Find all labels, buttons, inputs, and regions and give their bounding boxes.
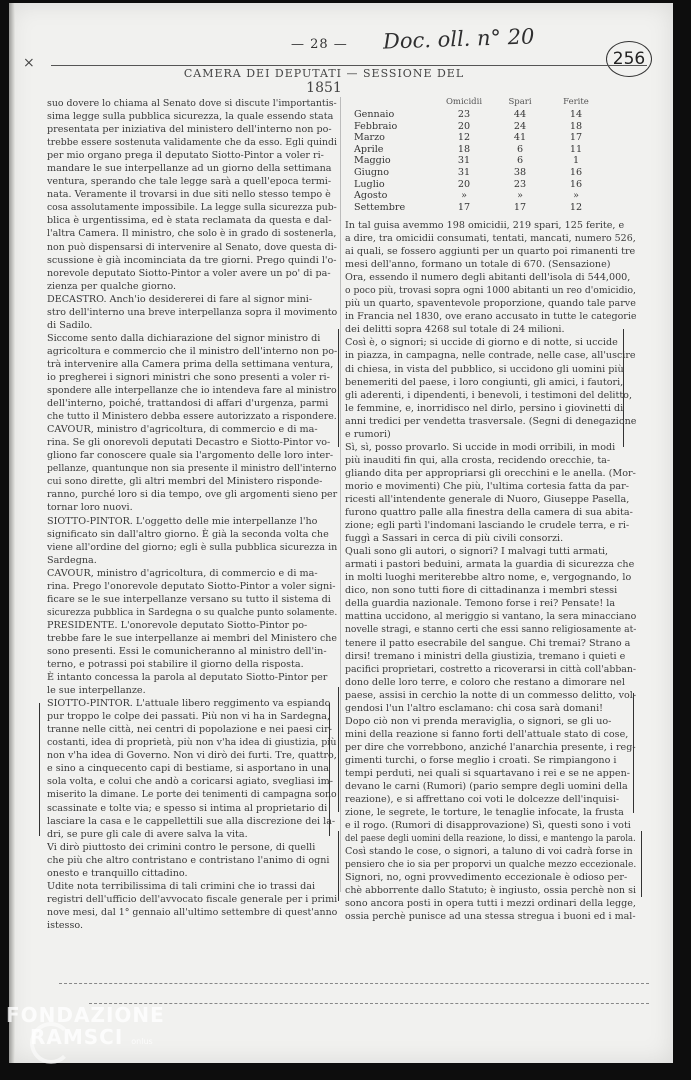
pencil-bracket-right-lower: [338, 687, 339, 812]
stats-row: [354, 121, 604, 133]
text-line: costanti, idea di proprietà, più non v'ha idea di giustizia, più: [47, 737, 337, 749]
text-line: zione, le segrete, le torture, le tenaglie infocate, la frusta: [345, 807, 624, 819]
text-line: benemeriti del paese, i loro congiunti, gli amici, i fautori,: [345, 376, 624, 388]
text-line: spondere alle interpellanze che io intendeva fare al ministro: [47, 385, 337, 397]
text-line: o poco più, trovasi sopra ogni 1000 abitanti un reo d'omicidio,: [345, 285, 636, 297]
text-line: non può dispensarsi di intervenire al Senato, dove questa di-: [47, 241, 337, 253]
text-line: mesi dell'anno, formano un totale di 670. (Sensazione): [345, 259, 611, 271]
text-line: scussione è già incominciata da tre giorni. Prego quindi l'o-: [47, 254, 337, 266]
text-line: terno, e potrassi poi stabilire il giorno della risposta.: [47, 659, 304, 671]
pencil-bracket-right-lower-inner: [633, 693, 634, 813]
text-line: CAVOUR, ministro d'agricoltura, di commercio e di ma-: [47, 567, 318, 579]
text-line: l'altra Camera. Il ministro, che solo è in grado di sostenerla,: [47, 228, 337, 240]
text-line: DECASTRO. Anch'io desidererei di fare al signor mini-: [47, 293, 313, 305]
stats-month: Maggio: [354, 155, 391, 167]
stats-header-cell: Ferite: [563, 97, 589, 107]
text-line: stro dell'interno una breve interpellanza sopra il movimento: [47, 306, 338, 318]
text-line: sono ancora posti in opera tutti i mezzi ordinari della legge,: [345, 898, 636, 910]
session-year: 1851: [306, 80, 342, 96]
text-line: È intanto concessa la parola al deputato Siotto-Pintor per: [47, 672, 328, 684]
pencil-bracket-right-inner: [623, 329, 624, 447]
text-line: ossia perchè punisce ad una stessa stregua i buoni ed i mal-: [345, 911, 636, 923]
stats-value: 17: [569, 132, 583, 144]
page-binding-edge: [9, 3, 15, 1063]
text-line: mattina uccidono, al meriggio si vantano, la sera minacciano: [345, 611, 637, 623]
stats-value: 16: [569, 178, 583, 190]
text-line: Così stando le cose, o signori, a taluno di voi cadrà forse in: [345, 846, 633, 858]
text-line: gendosi l'un l'altro esclamano: chi cosa sarà domani!: [345, 702, 603, 714]
stats-month: Marzo: [354, 132, 385, 144]
stats-row: [354, 179, 604, 191]
text-line: più un quarto, spaventevole proporzione, quando tale parve: [345, 298, 636, 310]
text-line: Siccome sento dalla dichiarazione del signor ministro di: [47, 332, 321, 344]
text-line: blica è urgentissima, ed è stata reclamata da questa e dal-: [47, 215, 332, 227]
stats-row: [354, 144, 604, 156]
pencil-mark-icon: ×: [23, 55, 35, 71]
text-line: che tutto il Ministero debba essere autorizzato a rispondere.: [47, 411, 337, 423]
stats-row: [354, 190, 604, 202]
stats-value: 11: [569, 143, 583, 155]
text-line: chè abborrente dallo Statuto; è ingiusto, ossia perchè non si: [345, 885, 636, 897]
text-line: dri, se pure gli cale di avere salva la vita.: [47, 828, 248, 840]
text-line: per dire che vorrebbono, anziché l'anarchia presente, i reg-: [345, 741, 636, 753]
text-line: miserito la dimane. Le porte dei tenimenti di campagna sono: [47, 789, 337, 801]
text-line: Quali sono gli autori, o signori? I malvagi tutti armati,: [345, 546, 609, 558]
text-line: a dire, tra omicidii consumati, tentati, mancati, numero 526,: [345, 233, 636, 245]
text-line: Vi dirò piuttosto dei crimini contro le persone, di quelli: [47, 841, 316, 853]
text-line: ai quali, se fossero aggiunti per un quarto poi rimanenti tre: [345, 246, 636, 258]
stats-month: Settembre: [354, 201, 406, 213]
text-line: paese, assisi in cerchio la notte di un commesso delitto, vol-: [345, 689, 637, 701]
text-line: tranne nelle città, nei centri di popolazione e nei paesi cir-: [47, 724, 332, 736]
stats-value: »: [517, 190, 523, 202]
text-line: Sardegna.: [47, 554, 97, 566]
text-line: SIOTTO-PINTOR. L'oggetto delle mie interpellanze l'ho: [47, 515, 318, 527]
stats-value: 23: [457, 109, 471, 120]
text-line: mandare le sue interpellanze ad un giorno della settimana: [47, 163, 332, 175]
fold-mark-1: [59, 983, 649, 984]
stats-value: 20: [457, 120, 471, 132]
text-line: tornar loro nuovi.: [47, 502, 133, 514]
text-line: rina. Prego l'onorevole deputato Siotto-Pintor a voler signi-: [47, 580, 336, 592]
text-line: sicurezza pubblica in Sardegna o su qualche punto solamente.: [47, 606, 338, 618]
stats-value: 17: [457, 201, 471, 213]
text-line: armati i pastori beduini, armata la guardia di sicurezza che: [345, 559, 635, 571]
text-line: gliono far conoscere quale sia l'argomento delle loro inter-: [47, 450, 334, 462]
text-line: reazione), e si affrettano coi voti le dolcezze dell'inquisi-: [345, 794, 620, 806]
stats-header-cell: [354, 97, 436, 109]
stats-value: »: [461, 190, 467, 202]
fold-mark-2: [89, 1003, 649, 1004]
text-line: presentata per iniziativa del ministero dell'interno non po-: [47, 124, 332, 136]
text-line: di Sadilo.: [47, 319, 93, 331]
stats-month: Giugno: [354, 166, 390, 178]
stats-row: [354, 155, 604, 167]
text-line: CAVOUR, ministro d'agricoltura, di commercio e di ma-: [47, 424, 318, 436]
text-line: ranno, purché loro si dia tempo, ove gli argomenti sieno per: [47, 489, 338, 501]
stats-month: Agosto: [354, 190, 388, 202]
text-line: sono presenti. Essi le comunicheranno al ministro dell'in-: [47, 645, 327, 657]
text-line: Ora, essendo il numero degli abitanti dell'isola di 544,000,: [345, 272, 631, 284]
text-line: pur troppo le colpe dei passati. Più non vi ha in Sardegna,: [47, 711, 331, 723]
column-separator: [340, 97, 341, 892]
stats-value: 41: [513, 132, 527, 144]
text-line: trebbe fare le sue interpellanze ai membri del Ministero che: [47, 632, 337, 644]
text-line: agricoltura e commercio che il ministro dell'interno non po-: [47, 345, 338, 357]
pencil-bracket-left: [39, 703, 40, 836]
chamber-title: [179, 67, 469, 96]
text-line: in piazza, in campagna, nelle contrade, nelle case, all'uscire: [345, 350, 636, 362]
text-line: dico, non sono tutti fiore di cittadinanza i membri stessi: [345, 585, 618, 597]
text-line: mini della reazione si fanno forti dell'attuale stato di cose,: [345, 728, 629, 740]
stats-value: 44: [513, 109, 527, 120]
text-line: sola volta, e colui che andò a coricarsi agiato, svegliasi im-: [47, 776, 333, 788]
left-column: [47, 97, 337, 932]
stats-value: 1: [572, 155, 580, 167]
stats-value: 16: [569, 166, 583, 178]
text-line: ricesti all'intendente generale di Nuoro, Giuseppe Pasella,: [345, 493, 630, 505]
handwritten-reference: Doc. oll. n° 20: [382, 24, 535, 54]
text-line: rina. Se gli onorevoli deputati Decastro e Siotto-Pintor vo-: [47, 437, 331, 449]
stats-month: Luglio: [354, 178, 385, 190]
text-line: trà intervenire alla Camera prima della settimana ventura,: [47, 358, 334, 370]
text-line: PRESIDENTE. L'onorevole deputato Siotto-Pintor po-: [47, 619, 308, 631]
text-line: anni tredici per vendetta trasversale. (Segni di denegazione: [345, 415, 637, 427]
text-line: sima legge sulla pubblica sicurezza, la quale essendo stata: [47, 111, 334, 123]
text-line: e sino a cinquecento capi di bestiame, si asportano in una: [47, 763, 330, 775]
stats-month: Gennaio: [354, 109, 395, 120]
text-line: per mio organo prega il deputato Siotto-Pintor a voler ri-: [47, 150, 324, 162]
text-line: tempi perduti, nei quali si squartavano i rei e se ne appen-: [345, 767, 631, 779]
text-line: fuggì a Sassari in cerca di più civili consorzi.: [345, 533, 564, 545]
stats-value: 23: [513, 178, 527, 190]
text-line: suo dovere lo chiama al Senato dove si discute l'importantis-: [47, 98, 337, 109]
watermark-line2: RAMSCI: [30, 1025, 124, 1049]
text-line: e rumori): [345, 428, 391, 440]
stats-row: [354, 132, 604, 144]
stats-value: 14: [569, 109, 583, 120]
text-line: zione; egli partì l'indomani lasciando le crudele terra, e ri-: [345, 520, 630, 532]
page-number: — 28 —: [291, 37, 348, 52]
stats-row: [354, 167, 604, 179]
text-line: nove mesi, dal 1° gennaio all'ultimo settembre di quest'anno: [47, 906, 338, 918]
pencil-bracket-right: [338, 329, 339, 447]
text-line: tenere il patto esecrabile del sangue. Chi tremai? Strano a: [345, 637, 631, 649]
stats-value: 31: [457, 166, 471, 178]
stats-value: 12: [569, 201, 583, 213]
text-line: istesso.: [47, 919, 84, 931]
text-line: pensiero che io sia per proporvi un qualche mezzo eccezionale.: [345, 859, 637, 871]
text-line: registri dell'ufficio dell'avvocato fiscale generale per i primi: [47, 893, 338, 905]
text-line: ficare se le sue interpellanze versano su tutto il sistema di: [47, 593, 331, 605]
stats-value: 18: [457, 143, 471, 155]
text-line: significato sin dall'altro giorno. È già la seconda volta che: [47, 528, 329, 540]
text-line: Dopo ciò non vi prenda meraviglia, o signori, se gli uo-: [345, 715, 612, 727]
stats-value: 17: [513, 201, 527, 213]
stats-value: 6: [516, 143, 524, 155]
text-line: cosa assolutamente impossibile. La legge sulla sicurezza pub-: [47, 202, 337, 214]
stats-value: 12: [457, 132, 471, 144]
stats-value: 20: [457, 178, 471, 190]
stats-value: 24: [513, 120, 527, 132]
text-line: pacifici proprietari, costretto a ricoverarsi in città coll'abban-: [345, 663, 637, 675]
text-line: SIOTTO-PINTOR. L'attuale libero reggimento va espiando: [47, 698, 331, 710]
text-line: e il rogo. (Rumori di disapprovazione) Sì, questi sono i voti: [345, 820, 631, 832]
right-column: [345, 219, 636, 924]
text-line: le sue interpellanze.: [47, 685, 146, 697]
text-line: onesto e tranquillo cittadino.: [47, 867, 188, 879]
text-line: viene all'ordine del giorno; egli è sulla pubblica sicurezza in: [47, 541, 338, 553]
stats-value: 31: [457, 155, 471, 167]
text-line: norevole deputato Siotto-Pintor a voler avere un po' di pa-: [47, 267, 331, 279]
stats-value: 6: [516, 155, 524, 167]
watermark: [6, 1004, 165, 1053]
text-line: dei delitti sopra 4268 sul totale di 24 milioni.: [345, 324, 565, 336]
watermark-suffix: onlus: [131, 1037, 153, 1046]
text-line: dono delle loro terre, e coloro che restano a dimorare nel: [345, 676, 625, 688]
text-line: dirsi! tremano i ministri della giustizia, tremano i quieti e: [345, 650, 626, 662]
text-line: dell'interno, poiché, trattandosi di affari d'urgenza, parmi: [47, 398, 329, 410]
text-line: del paese degli uomini della reazione, lo dissi, e mantengo la parola.: [345, 833, 636, 845]
text-line: In tal guisa avemmo 198 omicidii, 219 spari, 125 ferite, e: [345, 220, 625, 231]
text-line: zienza per qualche giorno.: [47, 280, 177, 292]
stats-row: [354, 202, 604, 214]
stats-value: 38: [513, 166, 527, 178]
watermark-line1: FONDAZIONE: [6, 1003, 165, 1027]
stats-header-row: [354, 97, 604, 109]
pencil-bracket-right-bottom: [338, 831, 339, 901]
header-rule: [51, 65, 647, 66]
chamber-title-text: CAMERA DEI DEPUTATI — SESSIONE DEL: [183, 67, 465, 80]
pencil-bracket-left-inner: [329, 703, 330, 836]
text-line: Signori, no, ogni provvedimento eccezionale è odioso per-: [345, 872, 628, 884]
stats-header-cell: Omicidii: [445, 97, 483, 107]
stats-header-cell: Spari: [508, 97, 532, 107]
text-line: gliando dita per appropriarsi gli orecchini e le anella. (Mor-: [345, 467, 636, 479]
text-line: in molti luoghi meriterebbe altro nome, e, vergognando, lo: [345, 572, 632, 584]
stats-month: Febbraio: [354, 120, 398, 132]
stats-value: »: [573, 190, 579, 202]
text-line: furono quattro palle alla finestra della camera di sua abita-: [345, 507, 633, 519]
text-line: della guardia nazionale. Temono forse i rei? Pensate! la: [345, 598, 616, 610]
text-line: di chiesa, in vista del pubblico, si uccidono gli uomini più: [345, 363, 624, 375]
text-line: io pregherei i signori ministri che sono presenti a voler ri-: [47, 371, 330, 383]
text-line: trebbe essere sostenuta validamente che da esso. Egli quindi: [47, 137, 337, 149]
stats-row: [354, 109, 604, 121]
text-line: non v'ha idea di Governo. Non vi dirò dei furti. Tre, quattro,: [47, 750, 337, 762]
document-page: [9, 3, 673, 1063]
text-line: novelle stragi, e stanno certi che essi sanno religiosamente at-: [345, 624, 637, 636]
text-line: gimenti turchi, o forse meglio i croati. Se rimpiangono i: [345, 754, 617, 766]
handwritten-circled-number: 256: [606, 41, 652, 77]
text-line: in Francia nel 1830, ove erano accusato in tutte le categorie: [345, 311, 637, 323]
crime-statistics-table: [354, 97, 604, 213]
text-line: pellanze, quantunque non sia presente il ministro dell'interno: [47, 463, 337, 475]
text-line: morio e movimenti) Che più, l'ultima cortesia fatta da par-: [345, 480, 629, 492]
text-line: Sì, sì, posso provarlo. Si uccide in modi orribili, in modi: [345, 441, 616, 453]
text-line: lasciare la casa e le cappellettili sue alla discrezione dei la-: [47, 815, 336, 827]
text-line: Così è, o signori; si uccide di giorno e di notte, si uccide: [345, 337, 618, 349]
text-line: più inauditi fin qui, alla crosta, recidendo orecchie, ta-: [345, 454, 611, 466]
stats-value: 18: [569, 120, 583, 132]
pencil-bracket-right-bottom-inner: [641, 831, 642, 897]
text-line: che più che altro contristano e contristano l'animo di ogni: [47, 854, 330, 866]
text-line: devano le carni (Rumori) (pario sempre degli uomini della: [345, 781, 628, 793]
text-line: nata. Veramente il trovarsi in due siti nello stesso tempo è: [47, 189, 331, 201]
text-line: gli aderenti, i dipendenti, i benevoli, i testimoni del delitto,: [345, 389, 632, 401]
text-line: le femmine, e, inorridisco nel dirlo, persino i giovinetti di: [345, 402, 624, 414]
text-line: Udite nota terribilissima di tali crimini che io trassi dai: [47, 880, 316, 892]
text-line: scassinate e tolte via; e spesso si intima al proprietario di: [47, 802, 328, 814]
stats-month: Aprile: [354, 143, 384, 155]
text-line: ventura, sperando che tale legge sarà a quell'epoca termi-: [47, 176, 332, 188]
text-line: cui sono dirette, gli altri membri del Ministero risponde-: [47, 476, 323, 488]
